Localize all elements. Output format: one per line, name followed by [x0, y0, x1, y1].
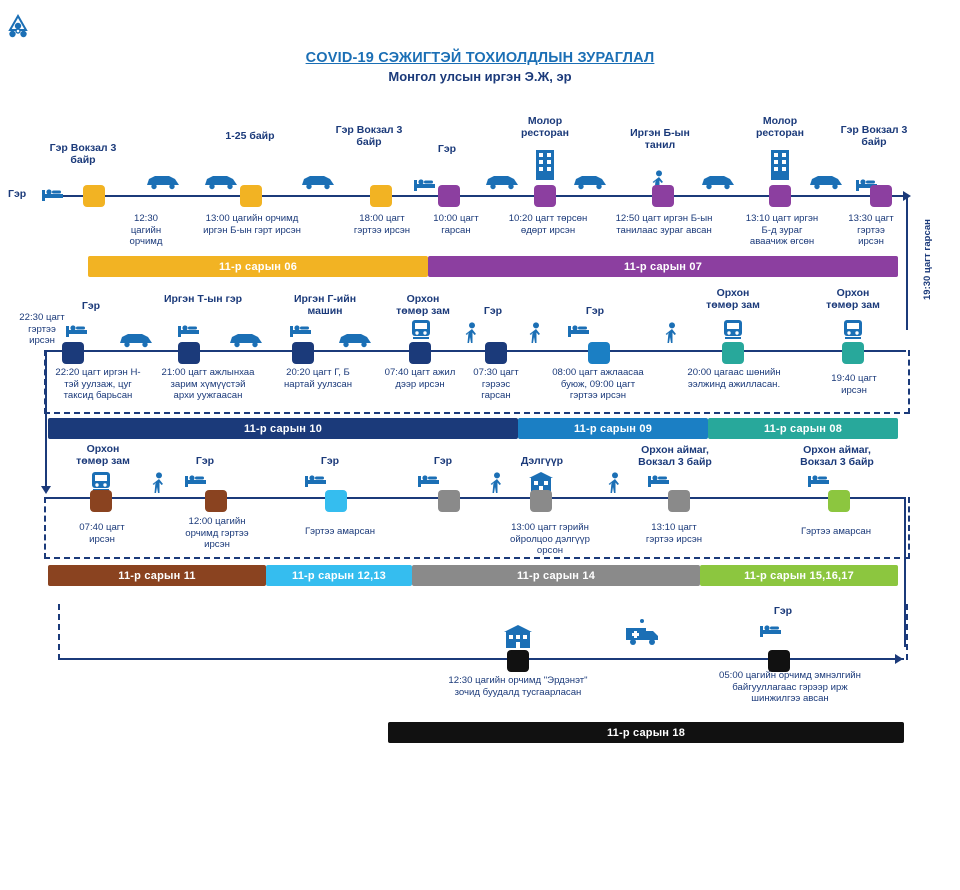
row1-stop-3-desc: 10:00 цагт гарсан	[433, 213, 479, 236]
row1-stop-7-desc: 13:30 цагт гэртээ ирсэн	[848, 213, 894, 247]
person-icon	[665, 322, 679, 344]
row1-stop-2-node	[370, 185, 392, 207]
row3-stop-6-node	[828, 490, 850, 512]
row3-stop-4-node	[530, 490, 552, 512]
row1-band-1: 11-р сарын 07	[428, 256, 898, 277]
row3-stop-1-node	[205, 490, 227, 512]
row2-stop-7-label: Орхон төмөр зам	[706, 287, 760, 311]
row2-timeline-line	[44, 350, 906, 352]
row3-stop-3-node	[438, 490, 460, 512]
row1-stop-4-node	[534, 185, 556, 207]
person-icon	[152, 472, 166, 494]
train-icon	[720, 318, 746, 342]
car-icon	[808, 172, 844, 190]
car-icon	[118, 330, 154, 348]
row1-stop-1-desc: 13:00 цагийн орчимд иргэн Б-ын гэрт ирсэн	[203, 213, 301, 236]
row3-stop-2-node	[325, 490, 347, 512]
person-icon	[529, 322, 543, 344]
row1-stop-2-label: Гэр Вокзал 3 байр	[335, 124, 403, 148]
row2-band-0: 11-р сарын 10	[48, 418, 518, 439]
row2-stop-3-desc: 20:20 цагт Г, Б нартай уулзсан	[283, 367, 353, 390]
car-icon	[228, 330, 264, 348]
car-icon	[572, 172, 608, 190]
row3-stop-5-desc: 13:10 цагт гэртээ ирсэн	[645, 522, 703, 545]
hotel-icon	[500, 622, 536, 652]
row2-stop-6-desc: 08:00 цагт ажлаасаа буюж, 09:00 цагт гэртээ ирсэн	[552, 367, 644, 401]
row2-stop-4-label: Орхон төмөр зам	[396, 293, 450, 317]
row2-stop-8-desc: 19:40 цагт ирсэн	[831, 373, 877, 396]
row2-stop-1-desc: 22:20 цагт иргэн Н- тэй уулзаж, цуг таксид барьсан	[55, 367, 141, 401]
row1-stop-6-label: Молор ресторан	[756, 115, 804, 139]
row2-stop-2-desc: 21:00 цагт ажлынхаа зарим хүмүүстэй архи уужгаасан	[161, 367, 255, 401]
vertical-note: 19:30 цагт гарсан	[922, 219, 933, 300]
row2-stop-4-node	[409, 342, 431, 364]
row2-stop-0-node	[62, 342, 84, 364]
row4-stop-1-label: Гэр	[773, 605, 793, 617]
building-icon	[533, 148, 557, 182]
row2-stop-2-node	[178, 342, 200, 364]
row2-stop-7-node	[722, 342, 744, 364]
row3-stop-3-label: Гэр	[433, 455, 453, 467]
row4-arrow	[895, 654, 903, 664]
car-icon	[337, 330, 373, 348]
row1-stop-1-label: 1-25 байр	[225, 130, 275, 142]
row3-timeline-line	[44, 497, 906, 499]
bed-icon	[185, 472, 207, 488]
row3-stop-0-desc: 07:40 цагт ирсэн	[79, 522, 125, 545]
bed-icon	[808, 472, 830, 488]
train-icon	[840, 318, 866, 342]
row1-stop-1-node	[240, 185, 262, 207]
bed-icon	[760, 622, 782, 638]
row3-stop-0-node	[90, 490, 112, 512]
row3-stop-2-desc: Гэртээ амарсан	[304, 526, 376, 537]
page-title: COVID-19 СЭЖИГТЭЙ ТОХИОЛДЛЫН ЗУРАГЛАЛ	[305, 50, 655, 66]
car-icon	[700, 172, 736, 190]
row1-band-0: 11-р сарын 06	[88, 256, 428, 277]
row1-stop-5-node	[652, 185, 674, 207]
row4-stop-1-desc: 05:00 цагийн орчимд эмнэлгийн байгууллагаас гэрээр ирж шинжилгээ авсан	[719, 670, 861, 704]
row2-stop-0-label: Гэр	[81, 300, 101, 312]
row3-stop-4-desc: 13:00 цагт гэрийн ойролцоо дэлгүүр орсон	[510, 522, 590, 556]
person-icon	[465, 322, 479, 344]
row1-stop-6-desc: 13:10 цагт иргэн Б-д зураг аваачиж өгсөн	[745, 213, 819, 247]
row2-stop-7-desc: 20:00 цагаас шөнийн ээлжинд ажилласан.	[687, 367, 781, 390]
row1-stop-0-label: Гэр Вокзал 3 байр	[49, 142, 117, 166]
row2-band-2: 11-р сарын 08	[708, 418, 898, 439]
row1-stop-5-label: Иргэн Б-ын танил	[630, 127, 690, 151]
bed-icon	[568, 322, 590, 338]
row3-stop-6-label: Орхон аймаг, Вокзал 3 байр	[800, 444, 874, 468]
row3-stop-1-desc: 12:00 цагийн орчимд гэртээ ирсэн	[185, 516, 249, 550]
row2-stop-5-node	[485, 342, 507, 364]
train-icon	[408, 318, 434, 342]
car-icon	[203, 172, 239, 190]
row1-stop-0-desc: 12:30 цагийн орчимд	[129, 213, 163, 247]
header	[0, 0, 960, 84]
row3-band-1: 11-р сарын 12,13	[266, 565, 412, 586]
row1-to-row2-line	[906, 195, 908, 330]
bed-icon	[42, 186, 64, 202]
row3-band-2: 11-р сарын 14	[412, 565, 700, 586]
row2-stop-6-node	[588, 342, 610, 364]
row2-arrow	[41, 486, 51, 494]
row2-stop-3-node	[292, 342, 314, 364]
row1-stop-3-label: Гэр	[437, 143, 457, 155]
row1-start-label: Гэр	[8, 188, 27, 200]
row1-stop-0-node	[83, 185, 105, 207]
row4-band-0: 11-р сарын 18	[388, 722, 904, 743]
row1-stop-5-desc: 12:50 цагт иргэн Б-ын танилаас зураг авсан	[615, 213, 713, 236]
row2-stop-8-label: Орхон төмөр зам	[826, 287, 880, 311]
biohazard-icon	[0, 14, 960, 46]
bed-icon	[418, 472, 440, 488]
person-icon	[490, 472, 504, 494]
car-icon	[300, 172, 336, 190]
row3-stop-6-desc: Гэртээ амарсан	[800, 526, 872, 537]
row1-stop-7-label: Гэр Вокзал 3 байр	[840, 124, 908, 148]
row2-stop-2-label: Иргэн Т-ын гэр	[163, 293, 243, 305]
row1-stop-3-node	[438, 185, 460, 207]
row2-stop-0-desc: 22:30 цагт гэртээ ирсэн	[19, 312, 65, 346]
row1-stop-2-desc: 18:00 цагт гэртээ ирсэн	[353, 213, 411, 236]
row2-stop-6-label: Гэр	[585, 305, 605, 317]
row3-stop-5-node	[668, 490, 690, 512]
row2-stop-4-desc: 07:40 цагт ажил дээр ирсэн	[384, 367, 456, 390]
row3-band-0: 11-р сарын 11	[48, 565, 266, 586]
row4-stop-0-node	[507, 650, 529, 672]
row3-stop-1-label: Гэр	[195, 455, 215, 467]
row1-stop-7-node	[870, 185, 892, 207]
building-icon	[768, 148, 792, 182]
row3-stop-0-label: Орхон төмөр зам	[76, 443, 130, 467]
row4-stop-0-desc: 12:30 цагийн орчимд "Эрдэнэт" зочид буудалд тусгаарласан	[448, 675, 588, 698]
row2-stop-8-node	[842, 342, 864, 364]
row3-band-3: 11-р сарын 15,16,17	[700, 565, 898, 586]
bed-icon	[414, 176, 436, 192]
page-subtitle: Монгол улсын иргэн Э.Ж, эр	[388, 69, 572, 84]
row3-stop-4-label: Дэлгүүр	[520, 455, 564, 467]
row2-stop-5-desc: 07:30 цагт гэрээс гарсан	[473, 367, 519, 401]
car-icon	[145, 172, 181, 190]
row2-stop-5-label: Гэр	[483, 305, 503, 317]
bed-icon	[290, 322, 312, 338]
bed-icon	[178, 322, 200, 338]
row1-stop-6-node	[769, 185, 791, 207]
row1-stop-4-desc: 10:20 цагт төрсөн өдөрт ирсэн	[508, 213, 588, 236]
bed-icon	[305, 472, 327, 488]
row3-stop-5-label: Орхон аймаг, Вокзал 3 байр	[638, 444, 712, 468]
bed-icon	[648, 472, 670, 488]
person-icon	[608, 472, 622, 494]
car-icon	[484, 172, 520, 190]
row2-stop-3-label: Иргэн Г-ийн машин	[293, 293, 357, 317]
row2-band-1: 11-р сарын 09	[518, 418, 708, 439]
row3-stop-2-label: Гэр	[320, 455, 340, 467]
row1-stop-4-label: Молор ресторан	[521, 115, 569, 139]
row4-stop-1-node	[768, 650, 790, 672]
ambulance-icon	[620, 618, 664, 650]
